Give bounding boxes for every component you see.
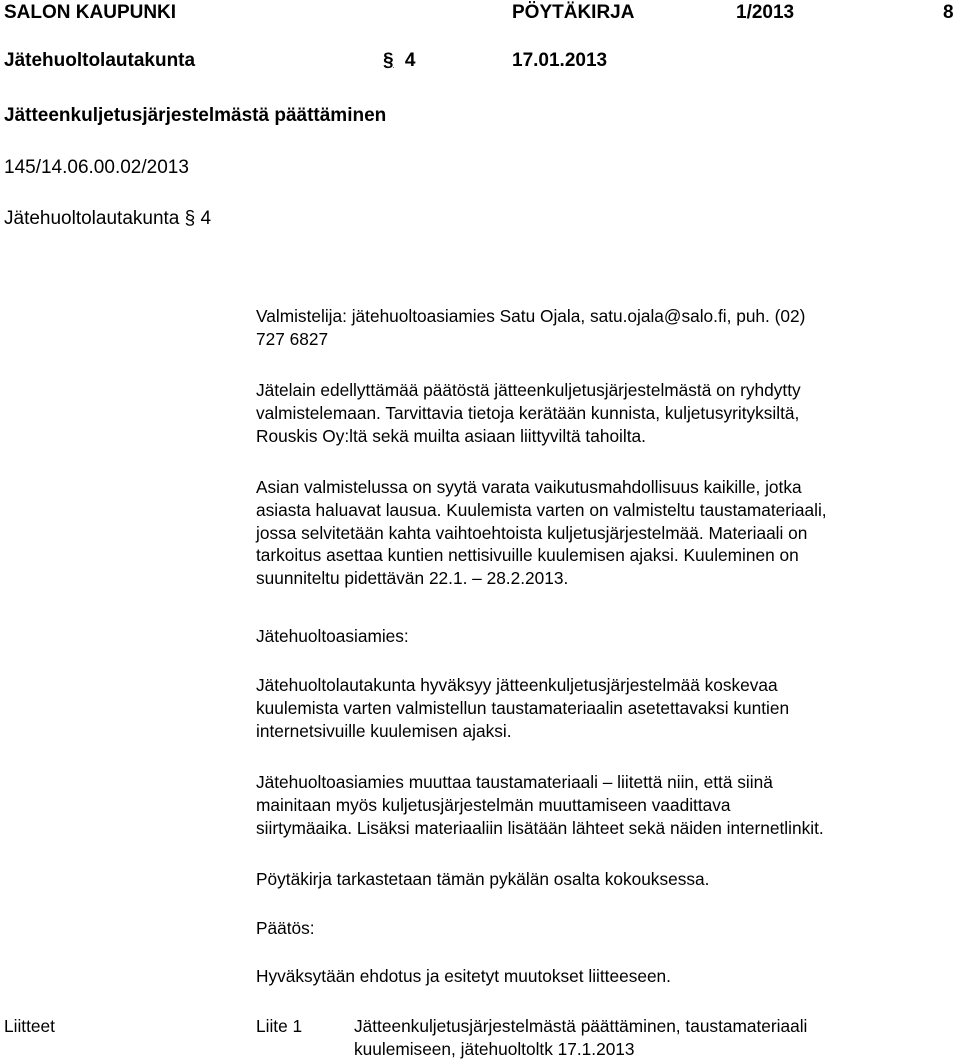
header-body-name: Jätehuoltolautakunta — [4, 50, 196, 71]
paragraph-line: asiasta haluavat lausua. Kuulemista varten on valmisteltu taustamateriaali, — [256, 499, 827, 520]
paragraph-line: tarkoitus asettaa kuntien nettisivuille kuulemisen ajaksi. Kuuleminen on — [256, 545, 799, 566]
attachment-item-description — [354, 1015, 807, 1061]
paragraph-line: Jätehuoltolautakunta hyväksyy jätteenkuljetusjärjestelmää koskevaa — [256, 675, 778, 695]
decision-text: Hyväksytään ehdotus ja esitetyt muutokset liitteeseen. — [256, 966, 671, 986]
consultation-paragraph — [256, 476, 956, 590]
decision-label: Päätös: — [256, 918, 315, 938]
matter-title: Jätteenkuljetusjärjestelmästä päättäminen — [4, 105, 387, 126]
proposal-paragraph — [256, 868, 956, 891]
section-symbol: § — [383, 50, 394, 71]
paragraph-line: Rouskis Oy:ltä sekä muilta asiaan liittyviltä tahoilta. — [256, 425, 646, 446]
attachments-label: Liitteet — [4, 1016, 55, 1036]
proposal-label: Jätehuoltoasiamies: — [256, 626, 409, 646]
matter-section-symbol: § — [184, 208, 196, 229]
attachment-item-label: Liite 1 — [256, 1016, 303, 1036]
paragraph-line: Asian valmistelussa on syytä varata vaikutusmahdollisuus kaikille, jotka — [256, 477, 802, 497]
attachment-line: Jätteenkuljetusjärjestelmästä päättäminen, taustamateriaali — [354, 1016, 808, 1036]
matter-body-name: Jätehuoltolautakunta — [4, 208, 180, 229]
background-paragraph — [256, 379, 956, 447]
meeting-date: 17.01.2013 — [512, 50, 608, 71]
matter-section-number: 4 — [200, 208, 212, 229]
paragraph-line: siirtymäaika. Lisäksi materiaaliin lisätään lähteet sekä näiden internetlinkit. — [256, 817, 824, 838]
proposal-paragraph — [256, 674, 956, 742]
document-number: 1/2013 — [736, 2, 795, 23]
header-section — [383, 50, 415, 72]
matter-body-section — [4, 208, 211, 230]
paragraph-line: suunniteltu pidettävän 22.1. – 28.2.2013. — [256, 568, 569, 589]
attachment-line: kuulemiseen, jätehuoltoltk 17.1.2013 — [354, 1038, 635, 1059]
paragraph-line: jossa selvitetään kahta vaihtoehtoista kuljetusjärjestelmää. Materiaali on — [256, 522, 808, 543]
section-number: 4 — [404, 50, 416, 71]
paragraph-line: Jätelain edellyttämää päätöstä jätteenkuljetusjärjestelmästä on ryhdytty — [256, 380, 801, 400]
paragraph-line: Jätehuoltoasiamies muuttaa taustamateriaali – liitettä niin, että siinä — [256, 772, 773, 792]
paragraph-line: internetsivuille kuulemisen ajaksi. — [256, 720, 512, 741]
paragraph-line: kuulemista varten valmistellun taustamateriaalin asetettavaksi kuntien — [256, 697, 790, 718]
organization-name: SALON KAUPUNKI — [4, 2, 177, 23]
preparer-line: 727 6827 — [256, 328, 329, 349]
preparer-line: Valmistelija: jätehuoltoasiamies Satu Ojala, satu.ojala@salo.fi, puh. (02) — [256, 306, 806, 326]
paragraph-line: Pöytäkirja tarkastetaan tämän pykälän osalta kokouksessa. — [256, 869, 710, 889]
proposal-paragraph — [256, 771, 956, 839]
preparer-info — [256, 305, 956, 351]
paragraph-line: valmistelemaan. Tarvittavia tietoja kerätään kunnista, kuljetusyrityksiltä, — [256, 402, 800, 423]
page-number: 8 — [943, 2, 954, 23]
record-id: 145/14.06.00.02/2013 — [4, 157, 189, 178]
document-type: PÖYTÄKIRJA — [512, 2, 635, 23]
paragraph-line: mainitaan myös kuljetusjärjestelmän muuttamiseen vaadittava — [256, 794, 731, 815]
